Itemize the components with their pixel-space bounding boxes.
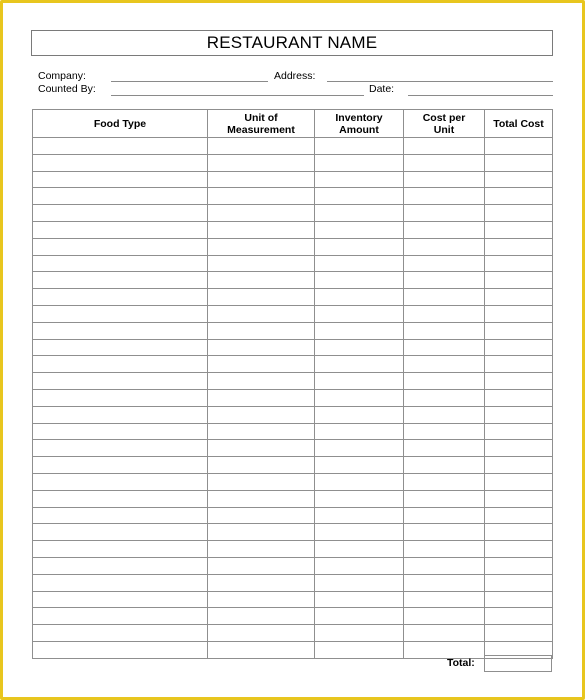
- food-type-cell[interactable]: [33, 138, 208, 155]
- cost-per-unit-cell[interactable]: [404, 457, 485, 474]
- table-row: [33, 641, 553, 658]
- total-cost-cell[interactable]: [485, 154, 553, 171]
- table-row: [33, 154, 553, 171]
- unit-cell[interactable]: [208, 457, 315, 474]
- unit-cell[interactable]: [208, 440, 315, 457]
- unit-cell[interactable]: [208, 574, 315, 591]
- table-row: [33, 473, 553, 490]
- counted-by-label: Counted By:: [38, 83, 96, 95]
- amount-cell[interactable]: [315, 205, 404, 222]
- amount-cell[interactable]: [315, 289, 404, 306]
- amount-cell[interactable]: [315, 238, 404, 255]
- cost-per-unit-cell[interactable]: [404, 490, 485, 507]
- address-label: Address:: [274, 70, 316, 82]
- inventory-table-body: [33, 138, 553, 659]
- amount-cell[interactable]: [315, 591, 404, 608]
- table-row: [33, 440, 553, 457]
- unit-cell[interactable]: [208, 541, 315, 558]
- total-cost-cell[interactable]: [485, 339, 553, 356]
- total-cost-cell[interactable]: [485, 205, 553, 222]
- unit-cell[interactable]: [208, 154, 315, 171]
- table-row: [33, 289, 553, 306]
- food-type-cell[interactable]: [33, 356, 208, 373]
- restaurant-name-title: RESTAURANT NAME: [31, 30, 553, 56]
- table-row: [33, 238, 553, 255]
- total-cost-cell[interactable]: [485, 356, 553, 373]
- amount-cell[interactable]: [315, 255, 404, 272]
- unit-cell[interactable]: [208, 272, 315, 289]
- food-type-cell[interactable]: [33, 339, 208, 356]
- table-row: [33, 591, 553, 608]
- food-type-cell[interactable]: [33, 154, 208, 171]
- amount-cell[interactable]: [315, 490, 404, 507]
- cost-per-unit-cell[interactable]: [404, 289, 485, 306]
- total-cost-cell[interactable]: [485, 457, 553, 474]
- food-type-cell[interactable]: [33, 591, 208, 608]
- amount-cell[interactable]: [315, 557, 404, 574]
- table-row: [33, 205, 553, 222]
- total-cost-cell[interactable]: [485, 591, 553, 608]
- amount-cell[interactable]: [315, 473, 404, 490]
- table-row: [33, 406, 553, 423]
- cost-per-unit-cell[interactable]: [404, 322, 485, 339]
- cost-per-unit-cell[interactable]: [404, 356, 485, 373]
- unit-cell[interactable]: [208, 205, 315, 222]
- food-type-cell[interactable]: [33, 507, 208, 524]
- food-type-cell[interactable]: [33, 457, 208, 474]
- amount-cell[interactable]: [315, 625, 404, 642]
- amount-cell[interactable]: [315, 305, 404, 322]
- amount-cell[interactable]: [315, 406, 404, 423]
- amount-cell[interactable]: [315, 356, 404, 373]
- cost-per-unit-cell[interactable]: [404, 591, 485, 608]
- table-row: [33, 457, 553, 474]
- unit-cell[interactable]: [208, 625, 315, 642]
- food-type-cell[interactable]: [33, 574, 208, 591]
- cost-per-unit-cell[interactable]: [404, 608, 485, 625]
- food-type-cell[interactable]: [33, 272, 208, 289]
- unit-cell[interactable]: [208, 490, 315, 507]
- food-type-cell[interactable]: [33, 406, 208, 423]
- cost-per-unit-cell[interactable]: [404, 524, 485, 541]
- total-cost-cell[interactable]: [485, 138, 553, 155]
- unit-cell[interactable]: [208, 473, 315, 490]
- unit-cell[interactable]: [208, 238, 315, 255]
- total-cost-cell[interactable]: [485, 423, 553, 440]
- cost-per-unit-cell[interactable]: [404, 205, 485, 222]
- unit-cell[interactable]: [208, 557, 315, 574]
- amount-cell[interactable]: [315, 423, 404, 440]
- total-cost-cell[interactable]: [485, 625, 553, 642]
- amount-cell[interactable]: [315, 272, 404, 289]
- total-cost-cell[interactable]: [485, 389, 553, 406]
- total-field[interactable]: [484, 655, 552, 672]
- total-cost-cell[interactable]: [485, 322, 553, 339]
- cost-per-unit-cell[interactable]: [404, 188, 485, 205]
- table-row: [33, 138, 553, 155]
- cost-per-unit-cell[interactable]: [404, 171, 485, 188]
- unit-cell[interactable]: [208, 322, 315, 339]
- food-type-cell[interactable]: [33, 389, 208, 406]
- total-cost-cell[interactable]: [485, 541, 553, 558]
- table-row: [33, 557, 553, 574]
- total-cost-cell[interactable]: [485, 406, 553, 423]
- unit-cell[interactable]: [208, 524, 315, 541]
- unit-cell[interactable]: [208, 389, 315, 406]
- total-cost-cell[interactable]: [485, 221, 553, 238]
- header-total-cost: Total Cost: [485, 110, 553, 138]
- cost-per-unit-cell[interactable]: [404, 406, 485, 423]
- cost-per-unit-cell[interactable]: [404, 339, 485, 356]
- food-type-cell[interactable]: [33, 524, 208, 541]
- header-food-type: Food Type: [33, 110, 208, 138]
- total-cost-cell[interactable]: [485, 440, 553, 457]
- total-cost-cell[interactable]: [485, 188, 553, 205]
- unit-cell[interactable]: [208, 591, 315, 608]
- table-header-row: [33, 110, 553, 138]
- cost-per-unit-cell[interactable]: [404, 255, 485, 272]
- cost-per-unit-cell[interactable]: [404, 625, 485, 642]
- table-row: [33, 255, 553, 272]
- table-row: [33, 339, 553, 356]
- table-row: [33, 524, 553, 541]
- total-cost-cell[interactable]: [485, 608, 553, 625]
- table-row: [33, 608, 553, 625]
- cost-per-unit-cell[interactable]: [404, 440, 485, 457]
- total-cost-cell[interactable]: [485, 524, 553, 541]
- food-type-cell[interactable]: [33, 490, 208, 507]
- food-type-cell[interactable]: [33, 171, 208, 188]
- cost-per-unit-cell[interactable]: [404, 507, 485, 524]
- cost-per-unit-cell[interactable]: [404, 557, 485, 574]
- food-type-cell[interactable]: [33, 238, 208, 255]
- food-type-cell[interactable]: [33, 322, 208, 339]
- unit-cell[interactable]: [208, 423, 315, 440]
- amount-cell[interactable]: [315, 171, 404, 188]
- amount-cell[interactable]: [315, 373, 404, 390]
- unit-cell[interactable]: [208, 221, 315, 238]
- food-type-cell[interactable]: [33, 557, 208, 574]
- unit-cell[interactable]: [208, 138, 315, 155]
- food-type-cell[interactable]: [33, 305, 208, 322]
- header-cost-per-unit: Cost per Unit: [404, 110, 485, 138]
- unit-cell[interactable]: [208, 171, 315, 188]
- food-type-cell[interactable]: [33, 373, 208, 390]
- unit-cell[interactable]: [208, 255, 315, 272]
- amount-cell[interactable]: [315, 457, 404, 474]
- unit-cell[interactable]: [208, 188, 315, 205]
- table-row: [33, 373, 553, 390]
- food-type-cell[interactable]: [33, 473, 208, 490]
- food-type-cell[interactable]: [33, 423, 208, 440]
- cost-per-unit-cell[interactable]: [404, 423, 485, 440]
- cost-per-unit-cell[interactable]: [404, 641, 485, 658]
- amount-cell[interactable]: [315, 440, 404, 457]
- date-field[interactable]: [408, 95, 553, 96]
- cost-per-unit-cell[interactable]: [404, 305, 485, 322]
- total-cost-cell[interactable]: [485, 574, 553, 591]
- counted-by-field[interactable]: [111, 95, 364, 96]
- amount-cell[interactable]: [315, 541, 404, 558]
- total-cost-cell[interactable]: [485, 557, 553, 574]
- food-type-cell[interactable]: [33, 608, 208, 625]
- cost-per-unit-cell[interactable]: [404, 541, 485, 558]
- food-type-cell[interactable]: [33, 641, 208, 658]
- total-cost-cell[interactable]: [485, 289, 553, 306]
- unit-cell[interactable]: [208, 305, 315, 322]
- table-row: [33, 574, 553, 591]
- unit-cell[interactable]: [208, 641, 315, 658]
- table-row: [33, 171, 553, 188]
- amount-cell[interactable]: [315, 339, 404, 356]
- food-type-cell[interactable]: [33, 541, 208, 558]
- food-type-cell[interactable]: [33, 205, 208, 222]
- table-row: [33, 490, 553, 507]
- amount-cell[interactable]: [315, 188, 404, 205]
- total-label: Total:: [447, 657, 475, 669]
- table-row: [33, 356, 553, 373]
- total-cost-cell[interactable]: [485, 507, 553, 524]
- food-type-cell[interactable]: [33, 221, 208, 238]
- table-row: [33, 389, 553, 406]
- cost-per-unit-cell[interactable]: [404, 473, 485, 490]
- total-cost-cell[interactable]: [485, 490, 553, 507]
- cost-per-unit-cell[interactable]: [404, 272, 485, 289]
- table-row: [33, 221, 553, 238]
- total-cost-cell[interactable]: [485, 171, 553, 188]
- amount-cell[interactable]: [315, 641, 404, 658]
- food-type-cell[interactable]: [33, 289, 208, 306]
- unit-cell[interactable]: [208, 507, 315, 524]
- amount-cell[interactable]: [315, 507, 404, 524]
- food-type-cell[interactable]: [33, 440, 208, 457]
- unit-cell[interactable]: [208, 406, 315, 423]
- cost-per-unit-cell[interactable]: [404, 154, 485, 171]
- header-unit-of-measurement: Unit of Measurement: [208, 110, 315, 138]
- amount-cell[interactable]: [315, 608, 404, 625]
- amount-cell[interactable]: [315, 524, 404, 541]
- unit-cell[interactable]: [208, 356, 315, 373]
- address-field[interactable]: [327, 81, 553, 82]
- amount-cell[interactable]: [315, 138, 404, 155]
- table-row: [33, 322, 553, 339]
- total-cost-cell[interactable]: [485, 373, 553, 390]
- total-cost-cell[interactable]: [485, 305, 553, 322]
- total-cost-cell[interactable]: [485, 473, 553, 490]
- unit-cell[interactable]: [208, 373, 315, 390]
- date-label: Date:: [369, 83, 395, 95]
- amount-cell[interactable]: [315, 389, 404, 406]
- table-row: [33, 305, 553, 322]
- total-cost-cell[interactable]: [485, 255, 553, 272]
- table-row: [33, 541, 553, 558]
- food-type-cell[interactable]: [33, 188, 208, 205]
- cost-per-unit-cell[interactable]: [404, 389, 485, 406]
- total-cost-cell[interactable]: [485, 272, 553, 289]
- unit-cell[interactable]: [208, 339, 315, 356]
- header-inventory-amount: Inventory Amount: [315, 110, 404, 138]
- cost-per-unit-cell[interactable]: [404, 373, 485, 390]
- inventory-table: [32, 109, 553, 659]
- cost-per-unit-cell[interactable]: [404, 138, 485, 155]
- amount-cell[interactable]: [315, 154, 404, 171]
- cost-per-unit-cell[interactable]: [404, 574, 485, 591]
- amount-cell[interactable]: [315, 221, 404, 238]
- table-row: [33, 272, 553, 289]
- company-field[interactable]: [111, 81, 268, 82]
- amount-cell[interactable]: [315, 574, 404, 591]
- table-row: [33, 423, 553, 440]
- total-cost-cell[interactable]: [485, 238, 553, 255]
- food-type-cell[interactable]: [33, 255, 208, 272]
- company-label: Company:: [38, 70, 86, 82]
- table-row: [33, 507, 553, 524]
- unit-cell[interactable]: [208, 608, 315, 625]
- cost-per-unit-cell[interactable]: [404, 238, 485, 255]
- table-row: [33, 188, 553, 205]
- food-type-cell[interactable]: [33, 625, 208, 642]
- amount-cell[interactable]: [315, 322, 404, 339]
- table-row: [33, 625, 553, 642]
- cost-per-unit-cell[interactable]: [404, 221, 485, 238]
- unit-cell[interactable]: [208, 289, 315, 306]
